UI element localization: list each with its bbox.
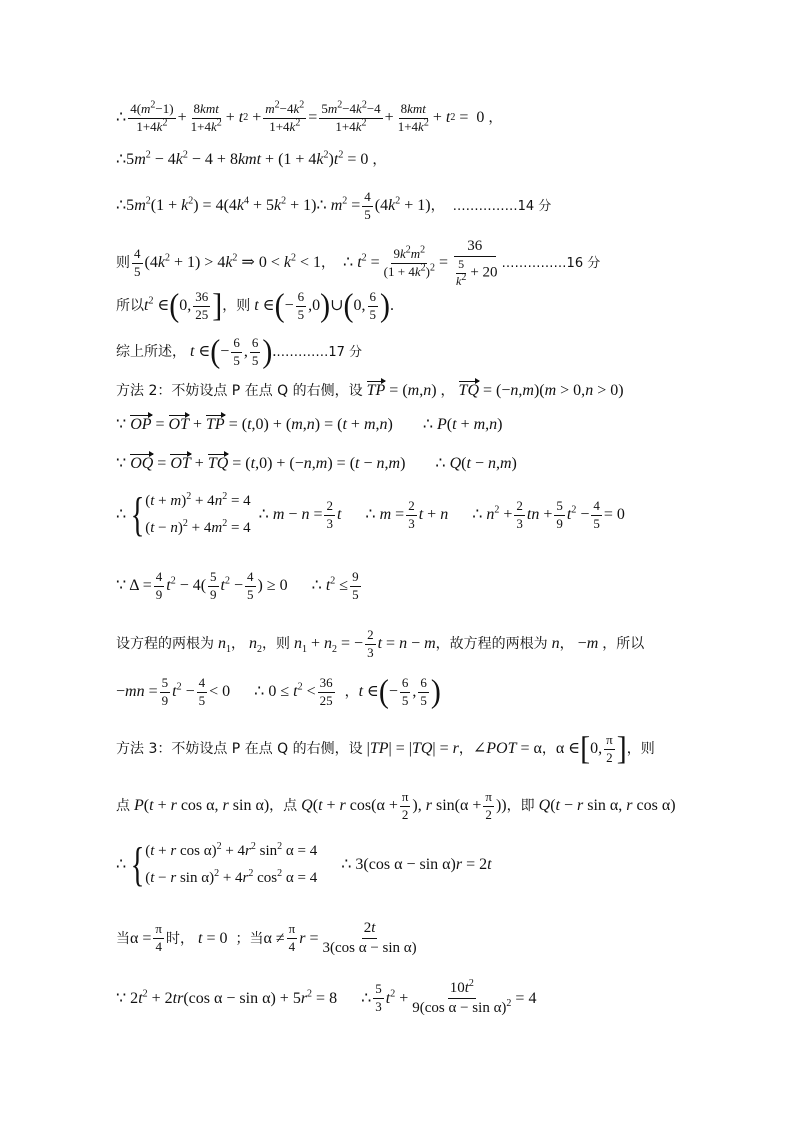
- equation-line-6: 综上所述， t ∈ ( − $\frac{6}{5}$ , $\frac{6}{5}$ ) . …………17 分: [116, 333, 363, 371]
- method-2-oq: ∵ OQ = OT + TQ = (t,0) + (−n,m) = (t − n,m) ∴ Q(t − n,m): [116, 455, 517, 472]
- method-3-cases: 当 α = $\frac{\pi}{4}$ 时， t = 0 ；当 α ≠ $\frac{\pi}{4}$ r = $\frac{2t}{\text{3(cos α − sin α)}}$: [116, 920, 417, 957]
- method-3-final: ∵ $2t^2 + 2tr(\cos$ $\alpha - \sin \alpha) + 5r^2 = 8$ ∴ $\frac{5}{3}$ $t^2$ + $\frac{10t^2}{9(\cos \alpha - \sin \alpha)^2}$ = 4: [116, 978, 537, 1017]
- method-3-intro: 方法 3：不妨设点 P 在点 Q 的右侧，设 |TP| = |TQ| = r，∠POT = α，α ∈ [ 0, $\frac{\pi}{2}$ ] ，则: [116, 730, 655, 768]
- equation-line-4: 则 $\frac{4}{5}$ $(4k^2 + 1) > 4k^2$ ⇒ $0 < k^2 < 1$， ∴ $t^2$ = $\frac{9k^2m^2}{(1 + 4k^2)^2}$ = 36 $\frac{5}{k^2}$ + 20 ……………16 分: [116, 238, 601, 289]
- score-16: ……………16 分: [501, 255, 601, 271]
- method-2-intro: 方法 2：不妨设点 P 在点 Q 的右侧，设 TP = (m,n) ， TQ = (−n,m)(m > 0,n > 0): [116, 382, 624, 399]
- fraction: $\frac{4(m^2-1)}{1+4k^2}$: [130, 99, 174, 134]
- equation-line-1: ∴ $\frac{4(m^2-1)}{1+4k^2}$ + $\frac{\text{8kmt}}{1+4k^2}$ + t 2 + $\frac{m^2-4k^2}{1+4k^2}$ = $\frac{5m^2-4k^2-4}{1+4k^2}$ + $\frac{\text{8kmt}}{1+4k^2}$ + t 2 = 0 ，: [116, 99, 503, 134]
- method-3-points: 点 P(t + r cos α, r sin α) ，点 Q(t + r cos(α + $\frac{\pi}{2}$ ), r sin(α + $\frac{\pi}{2}$ )) ，即 Q(t − r sin α, r cos α): [116, 789, 676, 822]
- method-2-op: ∵ OP = OT + TP = (t,0) + (m,n) = (t + m,n) ∴ P(t + m,n): [116, 416, 503, 433]
- method-2-discriminant: ∵ Δ = $\frac{4}{9}$ $t^2 - 4$( $\frac{5}{9}$ $t^2$ − $\frac{4}{5}$ ) ≥ 0 ∴ $t^2$ ≤ $\frac{9}{5}$: [116, 569, 359, 602]
- method-2-product: −mn = $\frac{5}{9}$ $t^2$ − $\frac{4}{5}$ < 0 ∴ $0 \le t^2$ < $\frac{36}{25}$ ，t ∈ ( − $\frac{6}{5}$ , $\frac{6}{5}$ ): [116, 673, 441, 711]
- method-2-roots: 设方程的两根为 $n_1$， $n_2$ ，则 $n_1 + n_2$ = − $\frac{2}{3}$ t = n − m ，故方程的两根为 n， −m ，所以: [116, 627, 645, 660]
- equation-line-5: 所以 $t^2$ ∈ ( 0, $\frac{36}{25}$ ] ，则 t ∈ ( − $\frac{6}{5}$ ,0 ) ∪ ( 0, $\frac{6}{5}$ ) .: [116, 287, 395, 325]
- method-3-system: ∴ { (t + r $\cos \alpha)^2 + 4r^2$ $\sin^2 \alpha = 4$ (t − r $\sin \alpha)^2 + 4r^2$ $\cos^2 \alpha = 4$ ∴ 3(cos α − sin α)r = 2t: [116, 838, 492, 891]
- score-14: ……………14 分: [452, 198, 552, 214]
- method-2-system: ∴ { $(t + m)^2 + 4n^2 = 4$ $(t - n)^2 + 4m^2 = 4$ ∴ m − n = $\frac{2}{3}$ t ∴ m = $\frac{2}{3}$ t + n ∴ $n^2$ + $\frac{2}{3}$ tn + $\frac{5}{9}$ $t^2$ − $\frac{4}{5}$ = 0: [116, 488, 625, 541]
- equation-line-2: $\therefore 5m^2 - 4k^2 - 4 + 8kmt + (1 + 4k^2)t^2 = 0$ ，: [116, 149, 387, 168]
- score-17: …………17 分: [276, 344, 363, 360]
- equation-line-3: $\therefore 5m^2(1 + k^2) = 4(4k^4 + 5k^2$ + 1)∴ $m^2$ = $\frac{4}{5}$ $(4k^2 + 1)$， ……………14 分: [116, 189, 552, 222]
